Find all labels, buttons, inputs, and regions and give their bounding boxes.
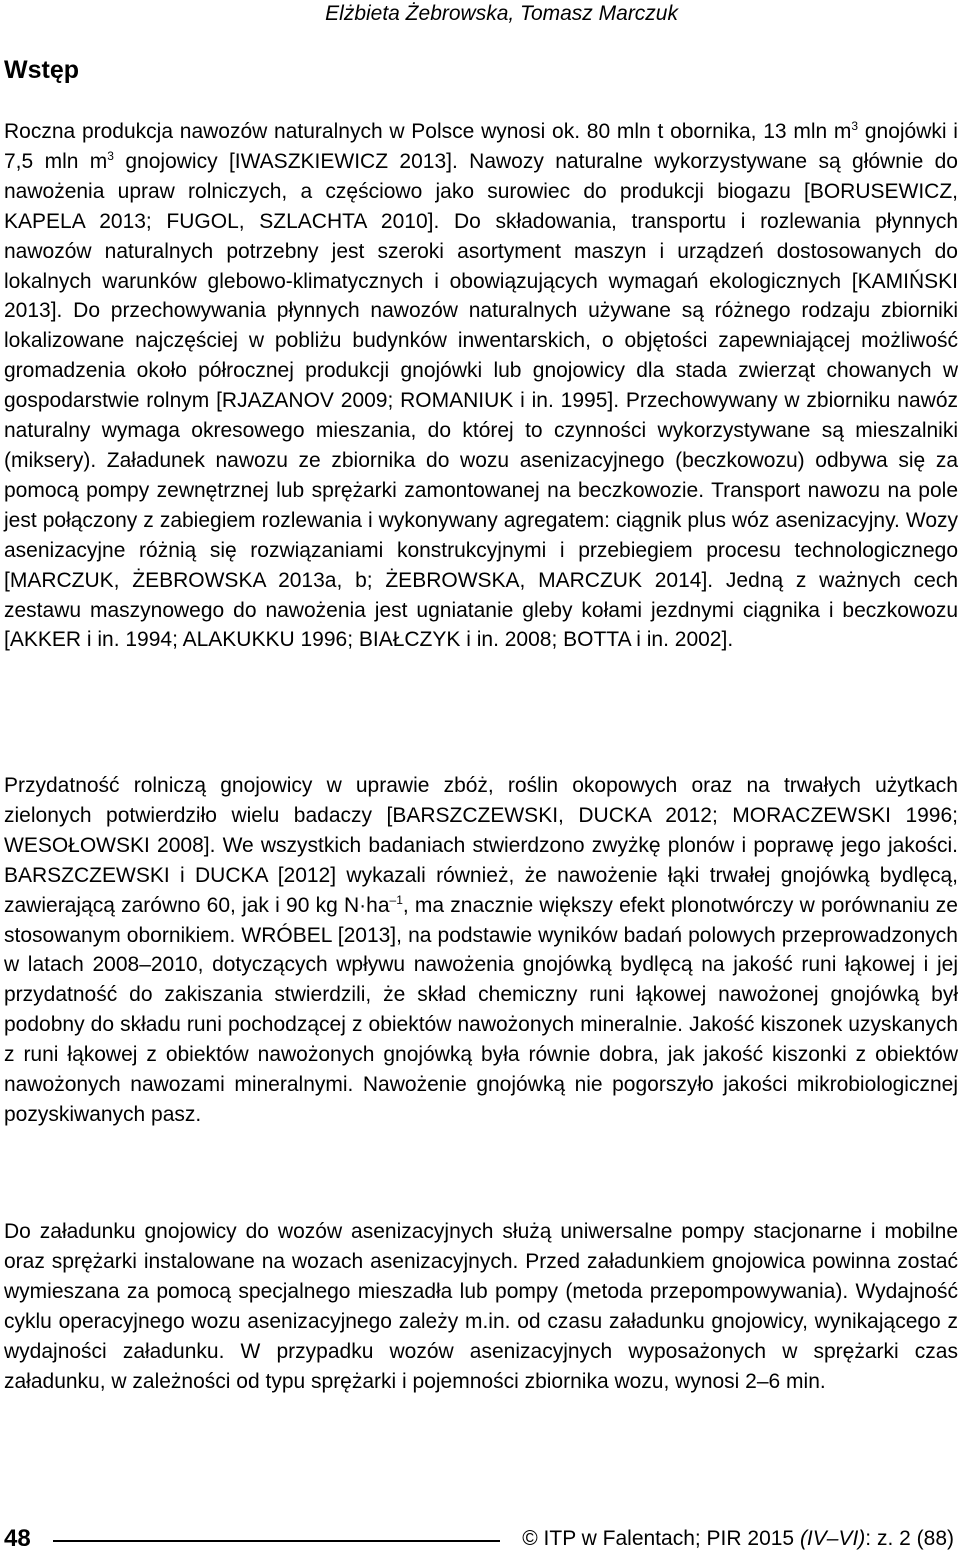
paragraph-1-text-c: gnojowicy [IWASZKIEWICZ 2013]. Nawozy naturalne wykorzystywane są głównie do nawożenia upraw rolniczych, a częściowo jako surowiec do produkcji biogazu [BORUSEWICZ, KAPELA 2013; FUGOL, SZLACHTA 2010]. Do składowania, transportu i rozlewania płynnych nawozów naturalnych potrzebny jest szeroki asortyment maszyn i urządzeń dostosowanych do lokalnych warunków glebowo-klimatycznych i obowiązujących wymagań ekologicznych [KAMIŃSKI 2013]. Do przechowywania płynnych nawozów naturalnych używane są różnego rodzaju zbiorniki lokalizowane najczęściej w pobliżu budynków inwentarskich, o objętości zapewniającej możliwość gromadzenia około półrocznej produkcji gnojówki lub gnojowicy dla stada zwierząt chowanych w gospodarstwie rolnym [RJAZANOV 2009; ROMANIUK i in. 1995]. Przechowywany w zbiorniku nawóz naturalny wymaga okresowego mieszania, do której to czynności wykorzystywane są mieszalniki (miksery). Załadunek nawozu ze zbiornika do wozu asenizacyjnego (beczkowozu) odbywa się za pomocą pompy zewnętrznej lub sprężarki zamontowanej na beczkowozie. Transport nawozu na pole jest połączony z zabiegiem rozlewania i wykonywany agregatem: ciągnik plus wóz asenizacyjny. Wozy asenizacyjne różnią się rozwiązaniami konstrukcyjnymi i przebiegiem procesu technologicznego [MARCZUK, ŻEBROWSKA 2013a, b; ŻEBROWSKA, MARCZUK 2014]. Jedną z ważnych cech zestawu maszynowego do nawożenia jest ugniatanie gleby kołami jezdnymi ciągnika i beczkowozu [AKKER i in. 1994; ALAKUKKU 1996; BIAŁCZYK i in. 2008; BOTTA i in. 2002]. [4, 149, 958, 652]
paragraph-1-text-a: Roczna produkcja nawozów naturalnych w Polsce wynosi ok. 80 mln t obornika, 13 mln m [4, 120, 852, 143]
superscript-cubic-2: 3 [107, 148, 114, 163]
page-header-authors: Elżbieta Żebrowska, Tomasz Marczuk [325, 2, 678, 25]
paragraph-1-text-b: gnojówki i 7,5 mln m [4, 120, 958, 173]
paragraph-2-text-a: Przydatność rolniczą gnojowicy w uprawie zbóż, roślin okopowych oraz na trwałych użytkach zielonych potwierdziło wielu badaczy [BARSZCZEWSKI, DUCKA 2012; MORACZEWSKI 1996; WESOŁOWSKI 2008]. We wszystkich badaniach stwierdzono zwyżkę plonów i poprawę jego jakości. BARSZCZEWSKI i DUCKA [2012] wykazali również, że nawożenie łąki trwałej gnojówką bydlęcą, zawierającą zarówno 60, jak i 90 kg N·ha [4, 774, 958, 917]
paragraph-3-text: Do załadunku gnojowicy do wozów asenizacyjnych służą uniwersalne pompy stacjonarne i mobilne oraz sprężarki instalowane na wozach asenizacyjnych. Przed załadunkiem gnojowica powinna zostać wymieszana za pomocą specjalnego mieszadła lub pompy (metoda przepompowywania). Wydajność cyklu operacyjnego wozu asenizacyjnego zależy m.in. od czasu załadunku gnojowicy, wynikającego z wydajności załadunku. W przypadku wozów asenizacyjnych wyposażonych w sprężarki czas załadunku, w zależności od typu sprężarki i pojemności zbiornika wozu, wynosi 2–6 min. [4, 1220, 958, 1393]
footer-journal-info [522, 1527, 954, 1551]
page-number: 48 [4, 1525, 31, 1552]
page-footer [0, 1525, 960, 1557]
paragraph-2-text-b: , ma znacznie większy efekt plonotwórczy w porównaniu ze stosowanym obornikiem. WRÓBEL [2013], na podstawie wyników badań polowych przeprowadzonych w latach 2008–2010, dotyczących wpływu nawożenia gnojówką bydlęcą na jakość runi łąkowej i jej przydatność do zakiszania stwierdzili, że skład chemiczny runi łąkowej nawożonej gnojówką był podobny do składu runi pochodzącej z obiektów nawożonych mineralnie. Jakość kiszonek uzyskanych z runi łąkowej z obiektów nawożonych gnojówką była równie dobra, jak jakość kiszonki z obiektów nawożonych nawozami mineralnymi. Nawożenie gnojówką nie pogorszyło jakości mikrobiologicznej pozyskiwanych pasz. [4, 893, 958, 1126]
footer-issue: (IV–VI) [799, 1527, 866, 1550]
footer-volume: : z. 2 (88) [865, 1527, 954, 1550]
paragraph-2 [4, 771, 958, 1130]
superscript-cubic-1: 3 [851, 119, 859, 133]
footer-journal: © ITP w Falentach; PIR 2015 [522, 1527, 800, 1550]
paragraph-3 [4, 1217, 958, 1396]
section-title: Wstęp [4, 56, 79, 84]
paragraph-1 [4, 117, 958, 655]
superscript-exponent: –1 [389, 892, 403, 907]
footer-divider [53, 1540, 500, 1542]
